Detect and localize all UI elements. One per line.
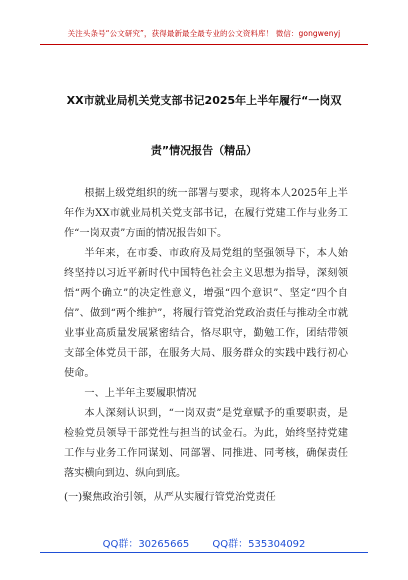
footer-contacts [0, 535, 408, 550]
paragraph-overview: 半年来，在市委、市政府及局党组的坚强领导下，本人始终坚持以习近平新时代中国特色社会主义思想为指导，深刻领悟“两个确立”的决定性意义，增强“四个意识”、坚定“四个自信”、做到“两个维护”，将履行管党治党政治责任与推动全市就业事业高质量发展紧密结合，恪尽职守，勤勉工作，团结带领支部全体党员干部，在服务大局、服务群众的实践中践行初心使命。 [64, 248, 348, 379]
document-title-line2: 责”情况报告（精品） [150, 144, 258, 157]
document-title-line1: XX市就业局机关党支部书记2025年上半年履行“一岗双 [66, 94, 342, 107]
footer-qq-group-1: QQ群：30265665 [102, 539, 190, 550]
document-body [64, 184, 348, 508]
header-banner: 关注头条号“公文研究”，获得最新最全最专业的公文资料库！ 微信：gongwenyj [67, 29, 341, 38]
footer-qq-group-2: QQ群：535304092 [212, 539, 306, 550]
paragraph-intro: 根据上级党组织的统一部署与要求，现将本人2025年上半年作为XX市就业局机关党支部书记，在履行党建工作与业务工作“一岗双责”方面的情况报告如下。 [64, 188, 348, 239]
paragraph-section1: 本人深刻认识到，“一岗双责”是党章赋予的重要职责，是检验党员领导干部党性与担当的试金石。为此，始终坚持党建工作与业务工作同谋划、同部署、同推进、同考核，确保责任落实横向到边、纵向到底。 [64, 408, 348, 479]
subsection-heading: (一)聚焦政治引领，从严从实履行管党治党责任 [64, 492, 276, 503]
header-divider [40, 44, 368, 45]
section-heading: 一、上半年主要履职情况 [84, 388, 197, 399]
footer-divider [40, 552, 368, 553]
